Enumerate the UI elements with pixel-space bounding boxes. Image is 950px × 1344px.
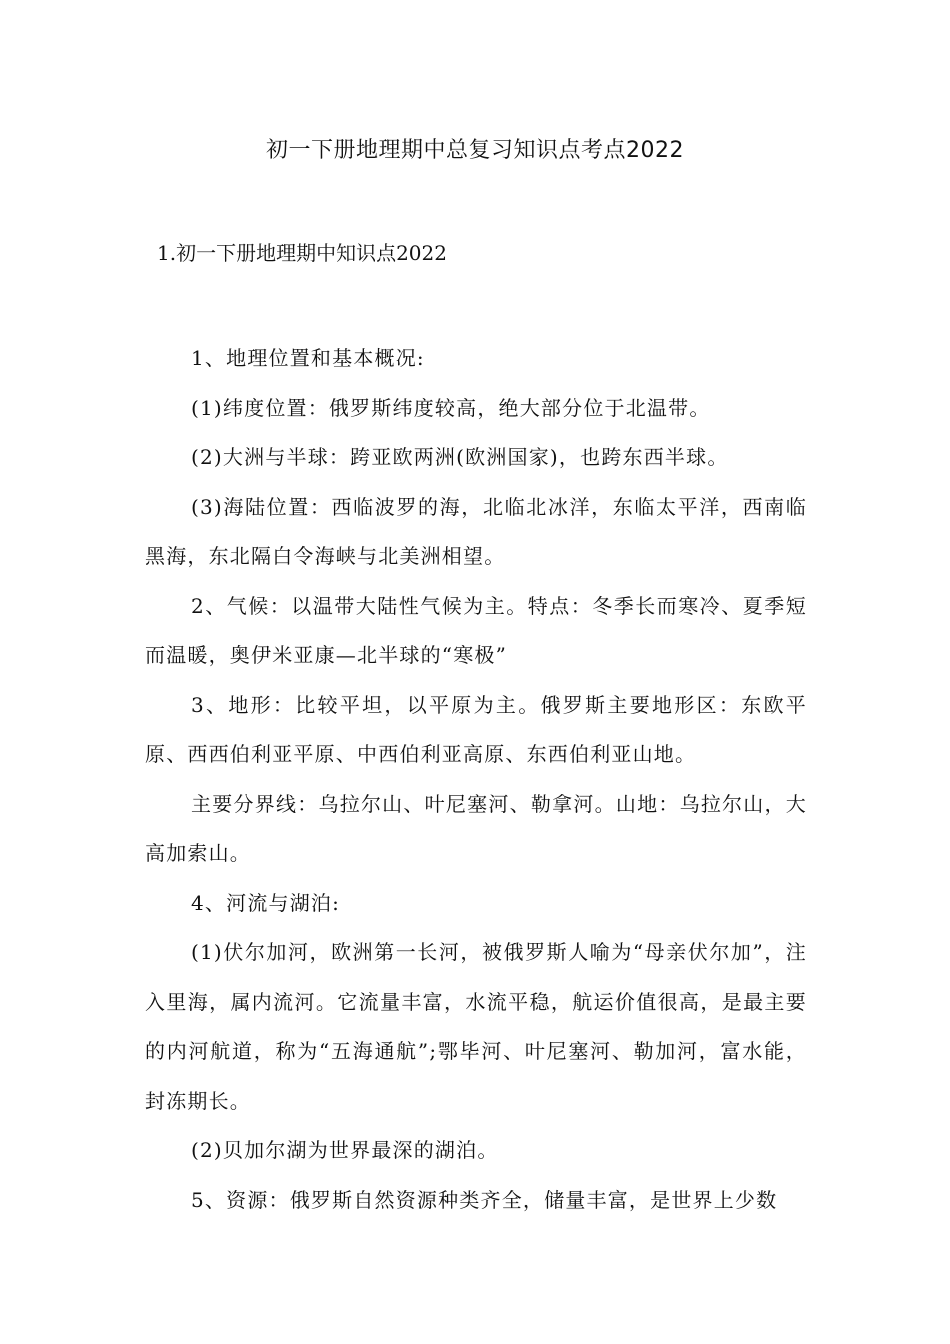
paragraph-resources: 5、资源：俄罗斯自然资源种类齐全，储量丰富，是世界上少数 bbox=[191, 1187, 778, 1212]
paragraph-volga: (1)伏尔加河，欧洲第一长河，被俄罗斯人喻为“母亲伏尔加”，注入里海，属内流河。它流量丰富，水流平稳，航运价值很高，是最主要的内河航道，称为“五海通航”;鄂毕河、叶尼塞河、勒加河，富水能，封冻期长。 bbox=[145, 940, 807, 1113]
paragraph-sea-land: (3)海陆位置：西临波罗的海，北临北冰洋，东临太平洋，西南临黑海，东北隔白令海峡与北美洲相望。 bbox=[145, 494, 807, 568]
paragraph-climate: 2、气候：以温带大陆性气候为主。特点：冬季长而寒冷、夏季短而温暖，奥伊米亚康—北半球的“寒极” bbox=[145, 593, 807, 667]
paragraph-terrain: 3、地形：比较平坦，以平原为主。俄罗斯主要地形区：东欧平原、西西伯利亚平原、中西伯利亚高原、东西伯利亚山地。 bbox=[145, 692, 807, 766]
paragraph-baikal: (2)贝加尔湖为世界最深的湖泊。 bbox=[191, 1138, 499, 1162]
section-heading: 1.初一下册地理期中知识点2022 bbox=[157, 241, 447, 265]
paragraph-rivers-heading: 4、河流与湖泊: bbox=[191, 890, 341, 915]
paragraph-boundaries: 主要分界线：乌拉尔山、叶尼塞河、勒拿河。山地：乌拉尔山，大高加索山。 bbox=[145, 791, 807, 865]
document-body bbox=[145, 334, 807, 1225]
paragraph-latitude: (1)纬度位置：俄罗斯纬度较高，绝大部分位于北温带。 bbox=[191, 395, 711, 420]
paragraph-location-heading: 1、地理位置和基本概况: bbox=[191, 346, 425, 370]
paragraph-continents: (2)大洲与半球：跨亚欧两洲(欧洲国家)，也跨东西半球。 bbox=[191, 445, 729, 469]
document-title: 初一下册地理期中总复习知识点考点2022 bbox=[266, 138, 684, 163]
